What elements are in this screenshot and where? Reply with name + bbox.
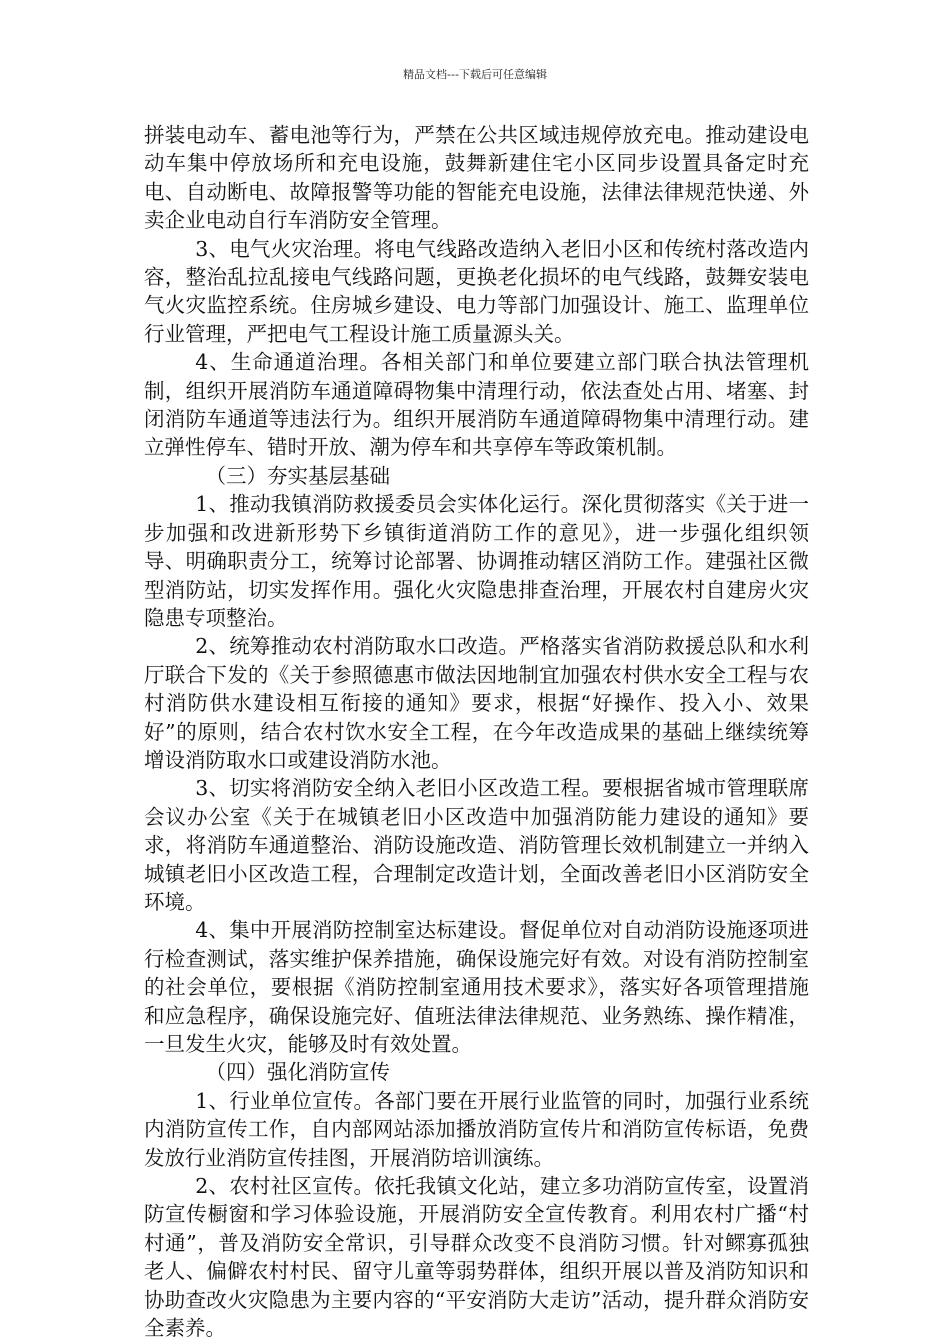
paragraph: 3、电气火灾治理。将电气线路改造纳入老旧小区和传统村落改造内容，整治乱拉乱接电气线路问题，更换老化损坏的电气线路，鼓舞安装电气火灾监控系统。住房城乡建设、电力等部门加强设计、施工、监理单位行业管理，严把电气工程设计施工质量源头关。	[144, 236, 809, 346]
document-body	[144, 121, 809, 1342]
paragraph: 3、切实将消防安全纳入老旧小区改造工程。要根据省城市管理联席会议办公室《关于在城镇老旧小区改造中加强消防能力建设的通知》要求，将消防车通道整治、消防设施改造、消防管理长效机制建立一并纳入城镇老旧小区改造工程，合理制定改造计划，全面改善老旧小区消防安全环境。	[144, 776, 809, 914]
paragraph: 4、集中开展消防控制室达标建设。督促单位对自动消防设施逐项进行检查测试，落实维护保养措施，确保设施完好有效。对设有消防控制室的社会单位，要根据《消防控制室通用技术要求》，落实好各项管理措施和应急程序，确保设施完好、值班法律法律规范、业务熟练、操作精准，一旦发生火灾，能够及时有效处置。	[144, 918, 809, 1056]
section-heading: （四）强化消防宣传	[205, 1060, 390, 1085]
page-header: 精品文档---下载后可任意编辑	[403, 68, 547, 81]
paragraph: 拼装电动车、蓄电池等行为，严禁在公共区域违规停放充电。推动建设电动车集中停放场所和充电设施，鼓舞新建住宅小区同步设置具备定时充电、自动断电、故障报警等功能的智能充电设施，法律法律规范快递、外卖企业电动自行车消防安全管理。	[144, 123, 809, 233]
section-heading: （三）夯实基层基础	[205, 463, 390, 488]
paragraph: 1、行业单位宣传。各部门要在开展行业监管的同时，加强行业系统内消防宣传工作，自内部网站添加播放消防宣传片和消防宣传标语，免费发放行业消防宣传挂图，开展消防培训演练。	[144, 1088, 809, 1170]
paragraph: 4、生命通道治理。各相关部门和单位要建立部门联合执法管理机制，组织开展消防车通道障碍物集中清理行动，依法查处占用、堵塞、封闭消防车通道等违法行为。组织开展消防车通道障碍物集中清理行动。建立弹性停车、错时开放、潮为停车和共享停车等政策机制。	[144, 350, 809, 460]
paragraph: 2、农村社区宣传。依托我镇文化站，建立多功消防宣传室，设置消防宣传橱窗和学习体验设施，开展消防安全宣传教育。利用农村广播“村村通”，普及消防安全常识，引导群众改变不良消防习惯。针对鳏寡孤独老人、偏僻农村村民、留守儿童等弱势群体，组织开展以普及消防知识和协助查改火灾隐患为主要内容的“平安消防大走访”活动，提升群众消防安全素养。	[144, 1174, 809, 1341]
paragraph: 1、推动我镇消防救援委员会实体化运行。深化贯彻落实《关于进一步加强和改进新形势下乡镇街道消防工作的意见》，进一步强化组织领导、明确职责分工，统筹讨论部署、协调推动辖区消防工作。建强社区微型消防站，切实发挥作用。强化火灾隐患排查治理，开展农村自建房火灾隐患专项整治。	[144, 492, 809, 630]
paragraph: 2、统筹推动农村消防取水口改造。严格落实省消防救援总队和水利厅联合下发的《关于参照德惠市做法因地制宜加强农村供水安全工程与农村消防供水建设相互衔接的通知》要求，根据“好操作、投入小、效果好”的原则，结合农村饮水安全工程，在今年改造成果的基础上继续统筹增设消防取水口或建设消防水池。	[144, 634, 809, 772]
